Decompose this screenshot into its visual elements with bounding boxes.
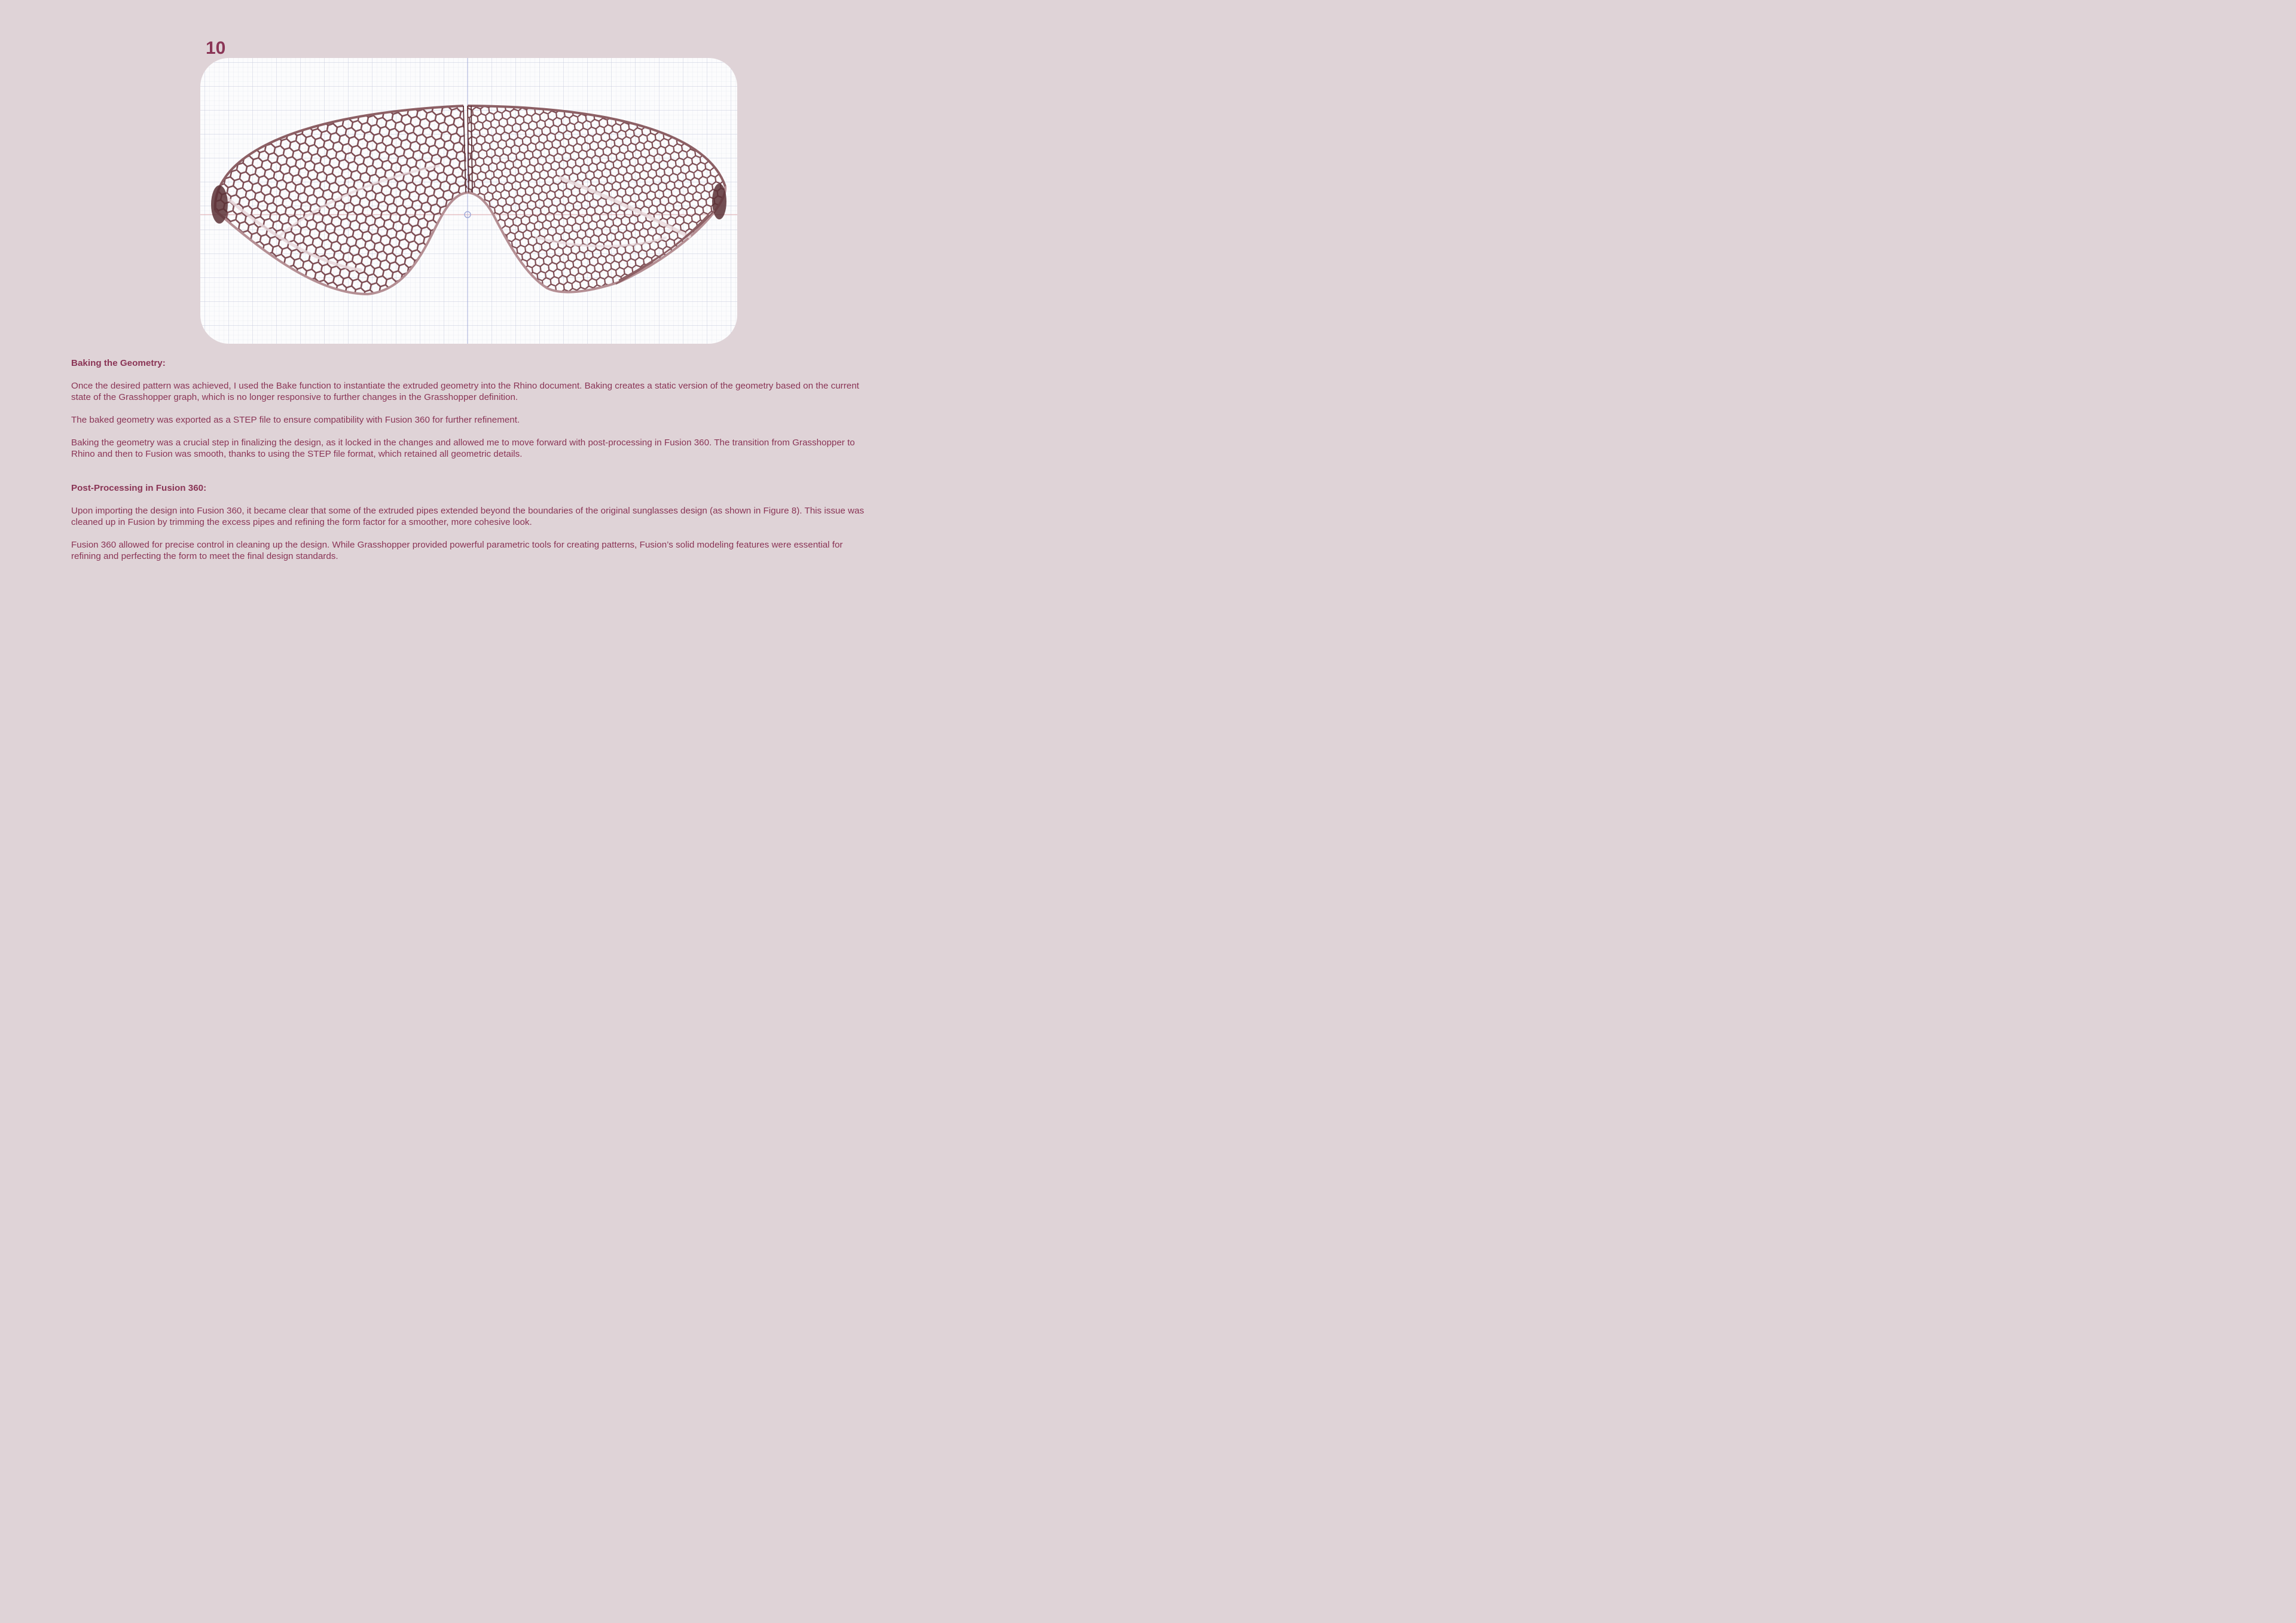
temple-hinge-right [712, 184, 726, 219]
paragraph: Once the desired pattern was achieved, I used the Bake function to instantiate the extruded geometry into the Rhino document. Baking creates a static version of the geometry based on the current state of the Grasshopper graph, which is no longer responsive to further changes in the Grasshopper definition. [71, 381, 859, 402]
paragraph: Fusion 360 allowed for precise control in cleaning up the design. While Grasshopper provided powerful parametric tools for creating patterns, Fusion’s solid modeling features were essential for refining and perfecting the form to meet the final design standards. [71, 540, 843, 561]
section-gap [71, 471, 872, 482]
section-heading-baking: Baking the Geometry: [71, 358, 166, 368]
paragraph: Upon importing the design into Fusion 360, it became clear that some of the extruded pipes extended beyond the boundaries of the original sunglasses design (as shown in Figure 8). This issue was cleaned up in Fusion by trimming the excess pipes and refining the form factor for a smoother, more cohesive look. [71, 506, 865, 527]
viewport-figure [200, 58, 737, 344]
paragraph: Baking the geometry was a crucial step in finalizing the design, as it locked in the changes and allowed me to move forward with post-processing in Fusion 360. The transition from Grasshopper to Rhino and then to Fusion was smooth, thanks to using the STEP file format, which retained all geometric details. [71, 438, 855, 459]
body-text [71, 357, 872, 573]
temple-hinge-left [211, 185, 228, 224]
sunglasses-lattice-render [200, 58, 737, 344]
page-number: 10 [206, 38, 226, 58]
paragraph: The baked geometry was exported as a STEP file to ensure compatibility with Fusion 360 for further refinement. [71, 415, 520, 425]
section-heading-post-processing: Post-Processing in Fusion 360: [71, 483, 207, 493]
